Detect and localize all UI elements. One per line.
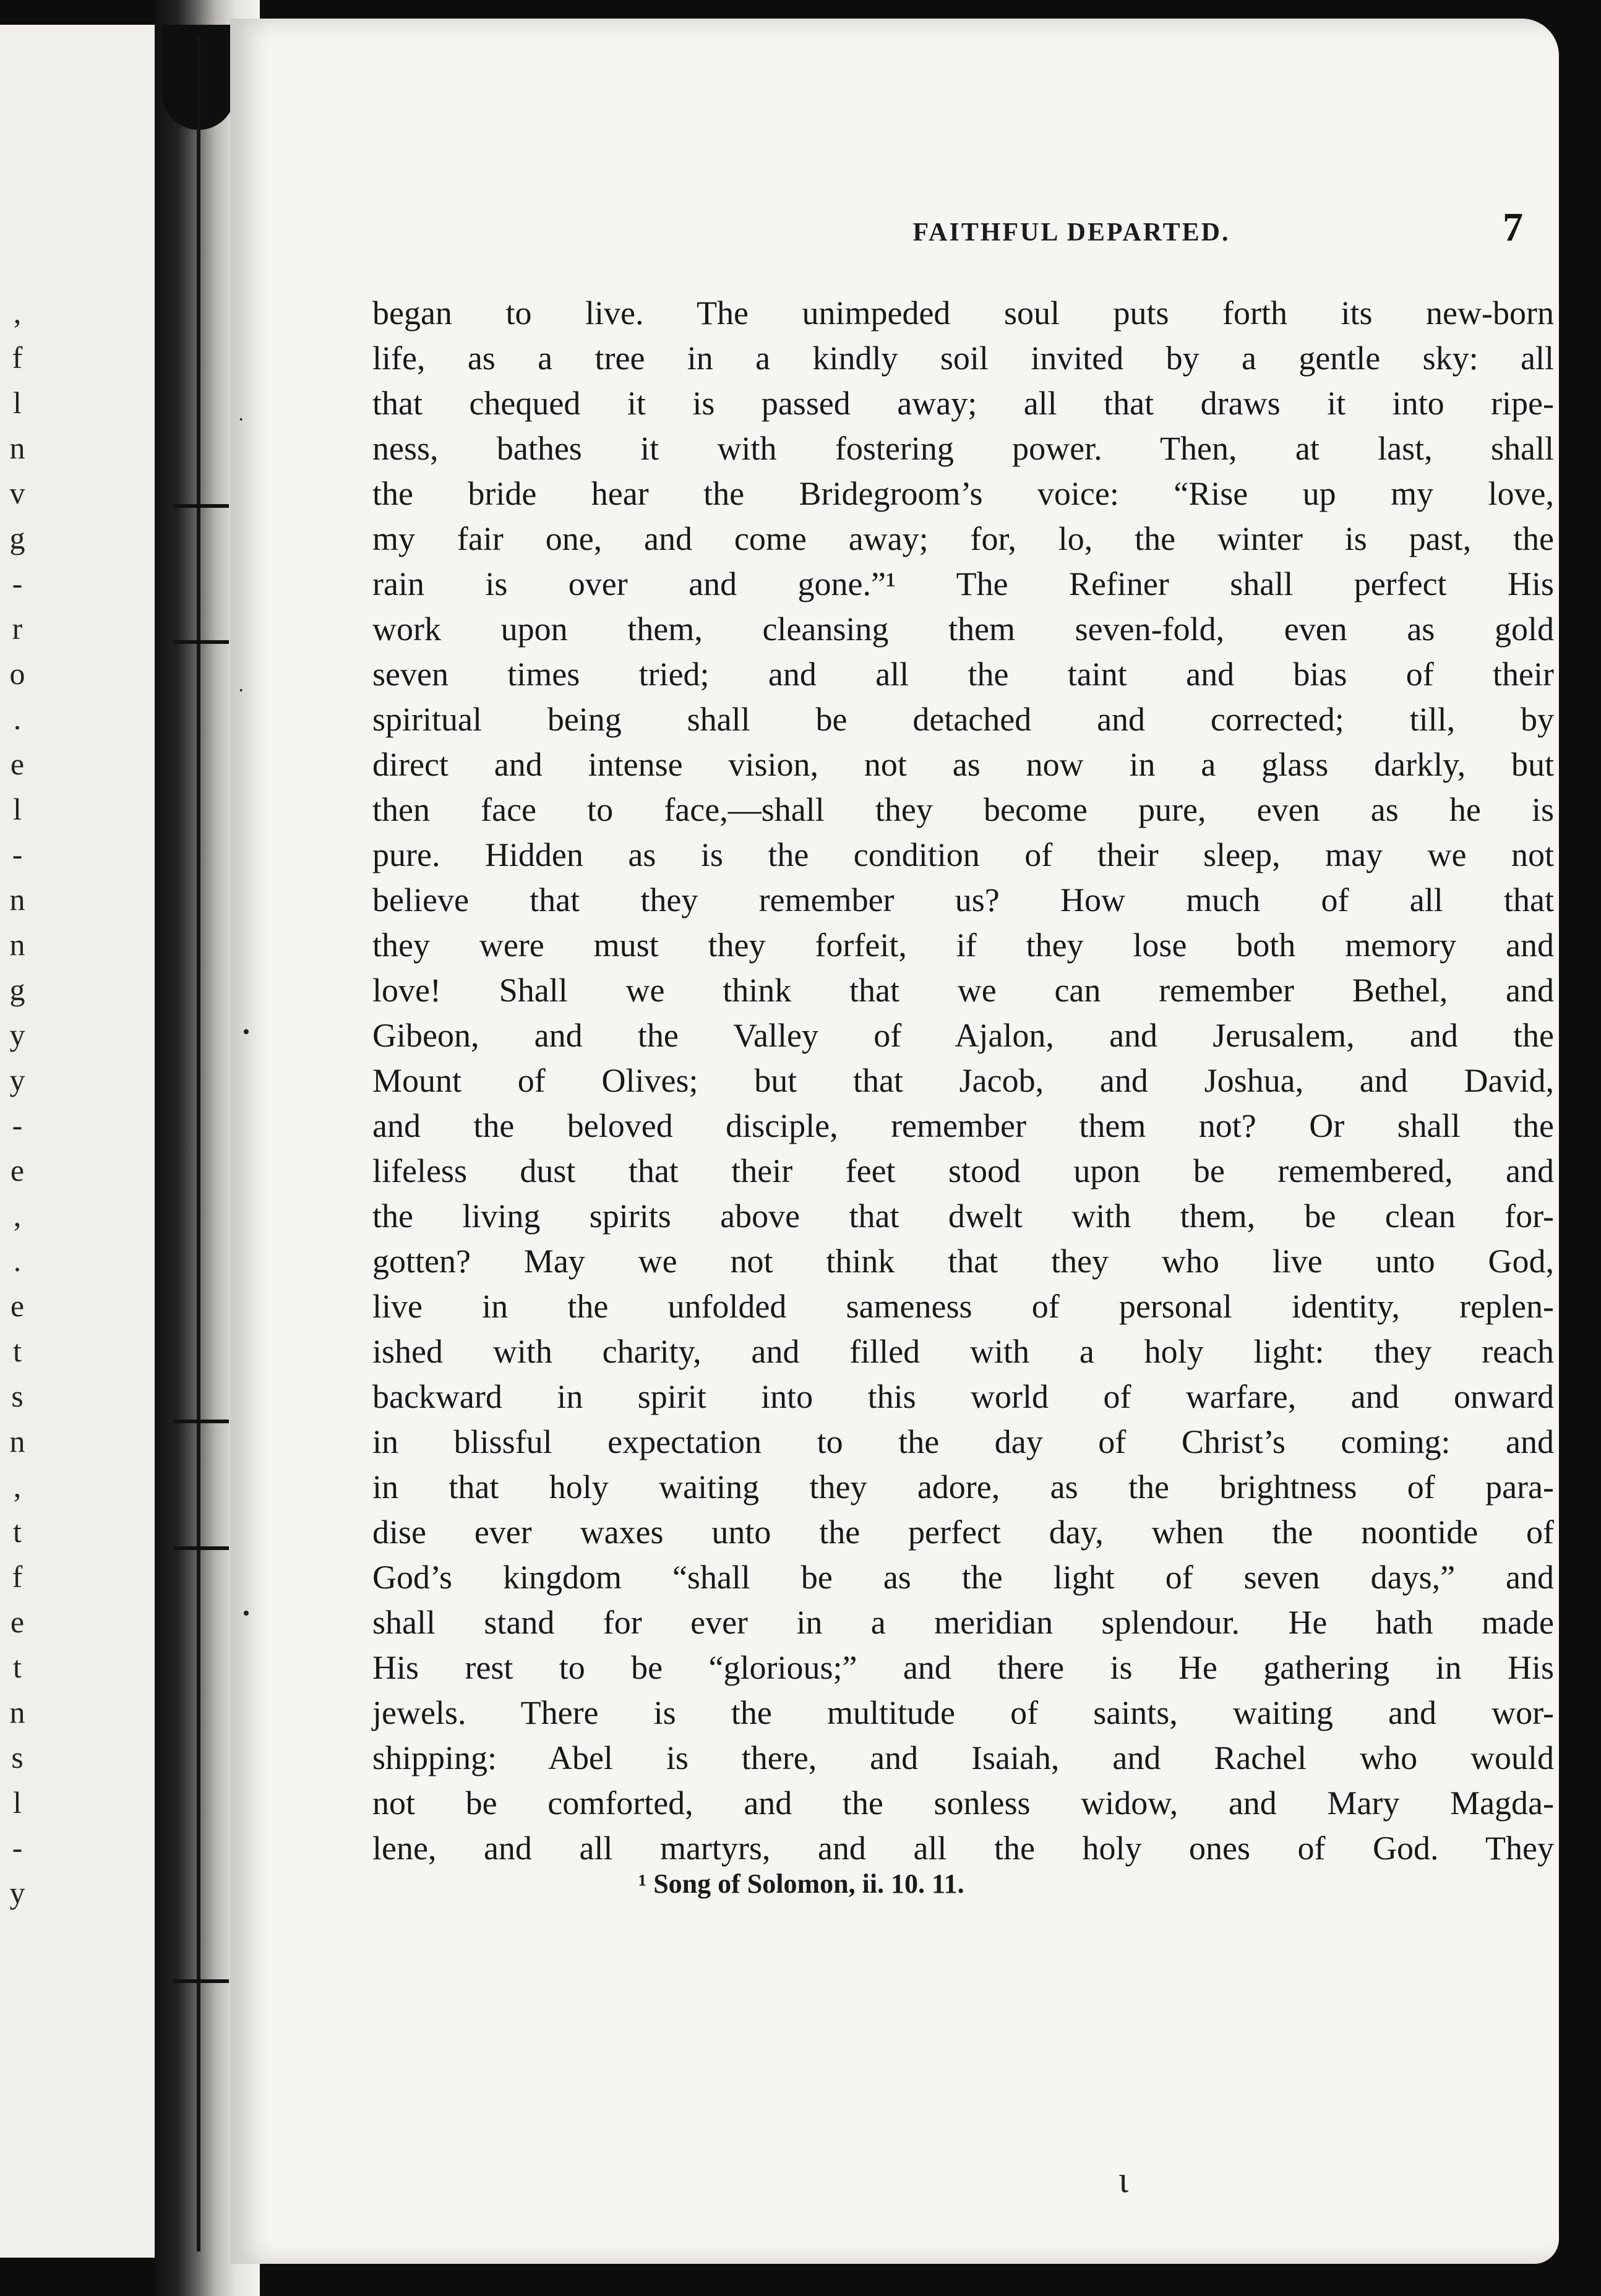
text-line: gotten? May we not think that they who live unto God, xyxy=(372,1243,1554,1280)
text-line: jewels. There is the multitude of saints, waiting and wor- xyxy=(372,1694,1554,1731)
text-line: pure. Hidden as is the condition of their sleep, may we not xyxy=(372,836,1554,873)
text-line: shall stand for ever in a meridian splendour. He hath made xyxy=(372,1604,1554,1641)
previous-page-fragment-char: n xyxy=(9,1424,25,1459)
binding-stitch xyxy=(173,1979,229,1983)
text-line: the living spirits above that dwelt with them, be clean for- xyxy=(372,1197,1554,1235)
text-line: my fair one, and come away; for, lo, the winter is past, the xyxy=(372,520,1554,557)
binding-stitch xyxy=(173,1420,229,1423)
previous-page-fragment-char: , xyxy=(13,1198,22,1233)
text-line: and the beloved disciple, remember them not? Or shall the xyxy=(372,1107,1554,1144)
text-line: His rest to be “glorious;” and there is He gathering in His xyxy=(372,1649,1554,1686)
previous-page-fragment-char: . xyxy=(13,701,22,736)
previous-page-fragment-char: s xyxy=(11,1379,24,1413)
text-line: seven times tried; and all the taint and bias of their xyxy=(372,656,1554,693)
text-line: direct and intense vision, not as now in a glass darkly, but xyxy=(372,746,1554,783)
scan-speck: • xyxy=(243,1021,250,1043)
text-line: shipping: Abel is there, and Isaiah, and Rachel who would xyxy=(372,1739,1554,1776)
previous-page-fragment-char: r xyxy=(12,611,23,646)
previous-page-fragment-char: v xyxy=(9,476,25,510)
previous-page-fragment-char: y xyxy=(9,1063,25,1097)
binding-line xyxy=(197,37,200,2251)
scan-speck: · xyxy=(238,408,245,431)
previous-page-fragment-char: y xyxy=(9,1017,25,1052)
text-line: spiritual being shall be detached and corrected; till, by xyxy=(372,701,1554,738)
previous-page-fragment-char: - xyxy=(12,837,23,872)
text-line: they were must they forfeit, if they lose both memory and xyxy=(372,927,1554,964)
previous-page-fragment-char: s xyxy=(11,1740,24,1775)
previous-page-fragment-char: e xyxy=(10,1153,25,1188)
text-line: not be comforted, and the sonless widow, and Mary Magda- xyxy=(372,1784,1554,1822)
page-number: 7 xyxy=(1503,205,1523,250)
previous-page-fragment-char: o xyxy=(9,656,25,691)
text-line: live in the unfolded sameness of personal identity, replen- xyxy=(372,1288,1554,1325)
binding-stitch xyxy=(173,640,229,644)
text-line: that chequed it is passed away; all that draws it into ripe- xyxy=(372,385,1554,422)
previous-page-fragment-char: n xyxy=(9,430,25,465)
previous-page-fragment-char: y xyxy=(9,1875,25,1910)
text-line: began to live. The unimpeded soul puts forth its new-born xyxy=(372,294,1554,332)
previous-page-fragment-char: f xyxy=(12,340,23,375)
previous-page-fragment-char: l xyxy=(13,1785,22,1820)
text-line: believe that they remember us? How much of all that xyxy=(372,881,1554,919)
running-head: FAITHFUL DEPARTED. xyxy=(912,218,1230,247)
previous-page-fragment-char: n xyxy=(9,882,25,917)
footnote: ¹ Song of Solomon, ii. 10. 11. xyxy=(638,1869,964,1899)
book-page xyxy=(230,19,1559,2264)
text-line: backward in spirit into this world of warfare, and onward xyxy=(372,1378,1554,1415)
text-line: lifeless dust that their feet stood upon be remembered, and xyxy=(372,1152,1554,1189)
previous-page-fragment-char: , xyxy=(13,295,22,330)
previous-page-fragment-char: t xyxy=(13,1514,22,1549)
text-line: rain is over and gone.”¹ The Refiner shall perfect His xyxy=(372,565,1554,602)
scan-speck: • xyxy=(243,1602,250,1625)
scan-speck: ɩ xyxy=(1118,2159,1129,2200)
text-line: God’s kingdom “shall be as the light of seven days,” and xyxy=(372,1559,1554,1596)
text-line: in blissful expectation to the day of Christ’s coming: and xyxy=(372,1423,1554,1460)
text-line: ness, bathes it with fostering power. Then, at last, shall xyxy=(372,430,1554,467)
text-line: lene, and all martyrs, and all the holy ones of God. They xyxy=(372,1830,1554,1867)
text-line: in that holy waiting they adore, as the brightness of para- xyxy=(372,1468,1554,1506)
text-line: love! Shall we think that we can remember Bethel, and xyxy=(372,972,1554,1009)
scan-speck: · xyxy=(238,679,245,702)
previous-page-fragment-char: . xyxy=(13,1243,22,1278)
previous-page-fragment-char: f xyxy=(12,1559,23,1594)
previous-page-fragment-char: t xyxy=(13,1334,22,1368)
text-line: dise ever waxes unto the perfect day, when the noontide of xyxy=(372,1514,1554,1551)
text-line: the bride hear the Bridegroom’s voice: “Rise up my love, xyxy=(372,475,1554,512)
text-line: Gibeon, and the Valley of Ajalon, and Jerusalem, and the xyxy=(372,1017,1554,1054)
previous-page-fragment-char: t xyxy=(13,1650,22,1684)
text-line: Mount of Olives; but that Jacob, and Joshua, and David, xyxy=(372,1062,1554,1099)
binding-stitch xyxy=(173,1546,229,1550)
previous-page-fragment-char: n xyxy=(9,927,25,962)
body-text xyxy=(372,291,1554,1871)
previous-page-fragment-char: e xyxy=(10,747,25,781)
previous-page-fragment-char: - xyxy=(12,566,23,601)
text-line: life, as a tree in a kindly soil invited by a gentle sky: all xyxy=(372,340,1554,377)
binding-stitch xyxy=(173,504,229,508)
previous-page-fragment-char: , xyxy=(13,1469,22,1504)
text-line: work upon them, cleansing them seven-fold, even as gold xyxy=(372,610,1554,648)
previous-page-fragment-char: - xyxy=(12,1830,23,1865)
previous-page-fragment-char: e xyxy=(10,1604,25,1639)
previous-page-fragment-char: n xyxy=(9,1695,25,1729)
previous-page-fragment-char: e xyxy=(10,1288,25,1323)
text-line: then face to face,—shall they become pure, even as he is xyxy=(372,791,1554,828)
previous-page-fragment-char: l xyxy=(13,792,22,826)
previous-page-fragment-char: - xyxy=(12,1108,23,1142)
previous-page-fragment-char: g xyxy=(9,521,25,555)
previous-page-fragment-char: l xyxy=(13,385,22,420)
text-line: ished with charity, and filled with a holy light: they reach xyxy=(372,1333,1554,1370)
previous-page-fragment-char: g xyxy=(9,972,25,1007)
